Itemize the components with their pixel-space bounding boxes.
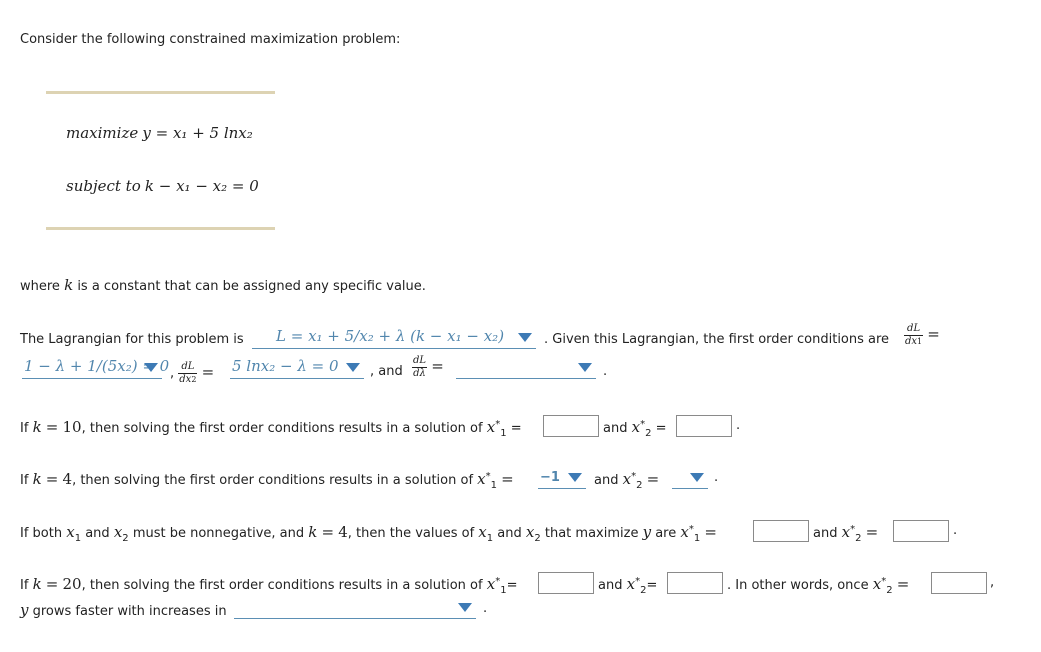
lagrangian-prefix: The Lagrangian for this problem is <box>20 332 244 347</box>
q4-x2-input-b[interactable] <box>931 572 987 594</box>
chevron-down-icon <box>346 363 360 372</box>
q3-and: and $x^*_2$ = <box>813 523 879 544</box>
var-k: k <box>64 276 74 294</box>
q1-and: and $x^*_2$ = <box>603 418 667 439</box>
q4-x2-input[interactable] <box>667 572 723 594</box>
foc2-selected: 5 lnx₂ − λ = 0 <box>232 357 339 375</box>
q4-x1-input[interactable] <box>538 572 594 594</box>
chevron-down-icon <box>690 473 704 482</box>
problem-bottom-rule <box>46 227 275 230</box>
intro-text: Consider the following constrained maximization problem: <box>20 32 401 47</box>
q4-grows-select[interactable] <box>234 596 476 619</box>
chevron-down-icon <box>144 363 158 372</box>
q3-x2-input[interactable] <box>893 520 949 542</box>
foc3-select[interactable] <box>456 356 596 379</box>
problem-top-rule <box>46 91 275 94</box>
q2-x1-select[interactable] <box>538 466 586 489</box>
q4-and: and $x^*_2=$ <box>598 575 658 596</box>
foc1-selected: 1 − λ + 1/(5x₂) = 0 <box>24 357 170 375</box>
lagrangian-select[interactable] <box>252 326 536 349</box>
q4-grows-text: y grows faster with increases in <box>20 601 227 619</box>
foc1-select[interactable] <box>22 356 170 379</box>
constraint-line <box>66 177 259 195</box>
q1-x1-input[interactable] <box>543 415 599 437</box>
dl-dx2-label: , $\frac{dL}{dx2}$ = <box>170 361 215 385</box>
q4-text: If k = 20, then solving the first order conditions results in a solution of $x^*_1=$ <box>20 575 518 596</box>
q4-in-other-words: . In other words, once $x^*_2$ = <box>727 575 910 596</box>
chevron-down-icon <box>578 363 592 372</box>
q1-k-value: 10 <box>62 418 82 436</box>
dl-dx1-label: $\frac{dL}{dx1}$ = <box>905 323 940 347</box>
constraint-word: subject to <box>66 177 141 195</box>
chevron-down-icon <box>568 473 582 482</box>
where-text: where k is a constant that can be assigned any specific value. <box>20 276 426 294</box>
q3-text: If both $x_1$ and $x_2$ must be nonnegative, and k = 4, then the values of $x_1$ and $x_2$ that maximize y are $x^*_1$ = <box>20 523 717 544</box>
foc-and: , and <box>370 364 403 379</box>
q2-text: If k = 4, then solving the first order conditions results in a solution of $x^*_1$ = <box>20 470 514 491</box>
objective-line <box>66 124 253 142</box>
foc-period: . <box>603 364 608 379</box>
lagrangian-given: . Given this Lagrangian, the first order conditions are <box>544 332 890 347</box>
lagrangian-selected: L = x₁ + 5/x₂ + λ (k − x₁ − x₂) <box>276 327 505 345</box>
q2-x2-select[interactable] <box>672 466 708 489</box>
q3-x1-input[interactable] <box>753 520 809 542</box>
dl-dlambda-label: $\frac{dL}{d\lambda}$ = <box>413 355 444 379</box>
chevron-down-icon <box>458 603 472 612</box>
chevron-down-icon <box>518 333 532 342</box>
foc2-select[interactable] <box>230 356 364 379</box>
q2-k-value: 4 <box>62 470 73 488</box>
q4-k-value: 20 <box>62 575 82 593</box>
q2-x1-selected: −1 <box>540 470 560 485</box>
q3-k-value: 4 <box>338 523 348 541</box>
objective-expression: y = x₁ + 5 lnx₂ <box>142 124 253 142</box>
q1-x2-input[interactable] <box>676 415 732 437</box>
objective-word: maximize <box>66 124 139 142</box>
q1-text: If k = 10, then solving the first order conditions results in a solution of $x^*_1$ = <box>20 418 522 439</box>
constraint-expression: k − x₁ − x₂ = 0 <box>144 177 259 195</box>
q2-and: and $x^*_2$ = <box>594 470 660 491</box>
